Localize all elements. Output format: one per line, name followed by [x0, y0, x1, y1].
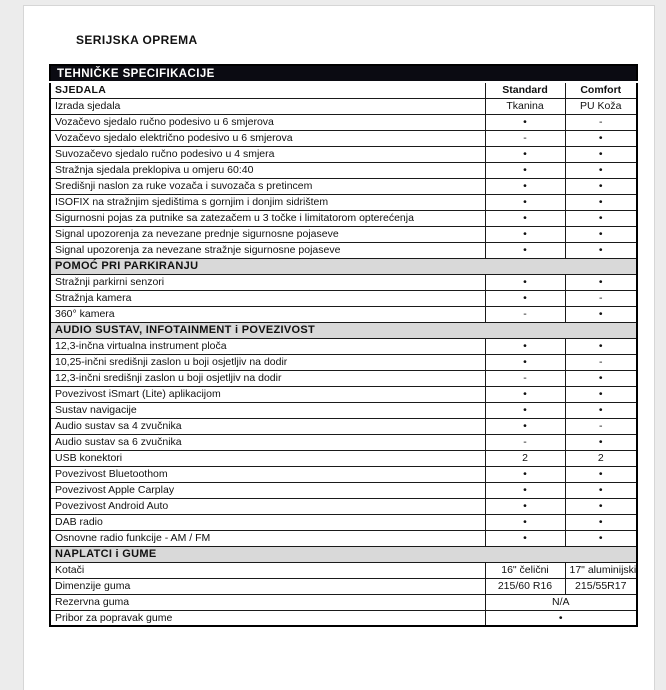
spec-value-standard: - [485, 130, 565, 146]
spec-value-standard: • [485, 114, 565, 130]
table-header-label: TEHNIČKE SPECIFIKACIJE [50, 65, 637, 82]
spec-value-comfort: • [565, 514, 637, 530]
spec-row [50, 610, 637, 626]
spec-label: Sigurnosni pojas za putnike sa zatezačem u 3 točke i limitatorom opterećenja [50, 210, 485, 226]
spec-value-comfort: • [565, 178, 637, 194]
spec-value-standard: • [485, 354, 565, 370]
spec-value-standard: • [485, 290, 565, 306]
spec-value-standard: - [485, 370, 565, 386]
spec-value-comfort: • [565, 434, 637, 450]
spec-label: Kotači [50, 562, 485, 578]
spec-value-standard: • [485, 162, 565, 178]
spec-value-comfort: 2 [565, 450, 637, 466]
spec-value-standard: • [485, 530, 565, 546]
spec-row [50, 530, 637, 546]
section-header-row [50, 322, 637, 338]
spec-value-comfort: - [565, 354, 637, 370]
spec-row [50, 114, 637, 130]
spec-label: Središnji naslon za ruke vozača i suvozača s pretincem [50, 178, 485, 194]
spec-value-standard: 16" čelični [485, 562, 565, 578]
spec-row [50, 514, 637, 530]
spec-row [50, 466, 637, 482]
spec-value-comfort: • [565, 306, 637, 322]
spec-label: Stražnja kamera [50, 290, 485, 306]
spec-row [50, 450, 637, 466]
spec-label: Povezivost Android Auto [50, 498, 485, 514]
spec-value-comfort: - [565, 418, 637, 434]
spec-row [50, 594, 637, 610]
spec-label: Povezivost iSmart (Lite) aplikacijom [50, 386, 485, 402]
spec-value-standard: Tkanina [485, 98, 565, 114]
spec-label: Pribor za popravak gume [50, 610, 485, 626]
spec-value-comfort: • [565, 402, 637, 418]
spec-label: Povezivost Bluetoothom [50, 466, 485, 482]
spec-row [50, 498, 637, 514]
section-title: NAPLATCI i GUME [50, 546, 637, 562]
spec-row [50, 370, 637, 386]
spec-value-standard: • [485, 274, 565, 290]
spec-row [50, 226, 637, 242]
spec-row [50, 290, 637, 306]
spec-value-comfort: • [565, 162, 637, 178]
section-header-row [50, 82, 637, 98]
spec-value-standard: • [485, 482, 565, 498]
spec-value-comfort: • [565, 146, 637, 162]
spec-row [50, 146, 637, 162]
spec-value-comfort: • [565, 482, 637, 498]
spec-value-standard: - [485, 306, 565, 322]
spec-label: Audio sustav sa 4 zvučnika [50, 418, 485, 434]
spec-label: 12,3-inčni središnji zaslon u boji osjetljiv na dodir [50, 370, 485, 386]
spec-label: Sustav navigacije [50, 402, 485, 418]
spec-row [50, 210, 637, 226]
spec-row [50, 402, 637, 418]
column-header-comfort: Comfort [565, 82, 637, 98]
document-page [23, 5, 655, 690]
spec-label: Rezervna guma [50, 594, 485, 610]
column-header-standard: Standard [485, 82, 565, 98]
spec-table [49, 64, 638, 627]
spec-row [50, 162, 637, 178]
spec-row [50, 418, 637, 434]
spec-row [50, 274, 637, 290]
spec-row [50, 194, 637, 210]
spec-value-comfort: • [565, 370, 637, 386]
spec-label: USB konektori [50, 450, 485, 466]
spec-row [50, 242, 637, 258]
spec-label: Izrada sjedala [50, 98, 485, 114]
spec-label: DAB radio [50, 514, 485, 530]
spec-row [50, 578, 637, 594]
spec-label: Signal upozorenja za nevezane prednje sigurnosne pojaseve [50, 226, 485, 242]
spec-value-merged: • [485, 610, 637, 626]
section-title: AUDIO SUSTAV, INFOTAINMENT i POVEZIVOST [50, 322, 637, 338]
spec-value-standard: • [485, 242, 565, 258]
spec-label: ISOFIX na stražnjim sjedištima s gornjim i donjim sidrištem [50, 194, 485, 210]
spec-row [50, 562, 637, 578]
section-header-row [50, 258, 637, 274]
page-title: SERIJSKA OPREMA [76, 33, 198, 47]
spec-value-standard: 215/60 R16 [485, 578, 565, 594]
spec-label: Stražnji parkirni senzori [50, 274, 485, 290]
spec-row [50, 130, 637, 146]
spec-label: Osnovne radio funkcije - AM / FM [50, 530, 485, 546]
spec-row [50, 386, 637, 402]
spec-value-standard: 2 [485, 450, 565, 466]
section-title: SJEDALA [50, 82, 485, 98]
spec-label: Vozačevo sjedalo električno podesivo u 6 smjerova [50, 130, 485, 146]
spec-value-standard: • [485, 178, 565, 194]
spec-value-comfort: - [565, 290, 637, 306]
spec-value-standard: • [485, 146, 565, 162]
spec-value-comfort: • [565, 498, 637, 514]
spec-value-standard: - [485, 434, 565, 450]
spec-value-comfort: • [565, 130, 637, 146]
spec-row [50, 482, 637, 498]
spec-label: Vozačevo sjedalo ručno podesivo u 6 smjerova [50, 114, 485, 130]
spec-value-standard: • [485, 514, 565, 530]
spec-value-comfort: • [565, 466, 637, 482]
spec-value-comfort: • [565, 386, 637, 402]
spec-row [50, 98, 637, 114]
spec-value-standard: • [485, 386, 565, 402]
spec-label: Stražnja sjedala preklopiva u omjeru 60:40 [50, 162, 485, 178]
spec-label: Signal upozorenja za nevezane stražnje sigurnosne pojaseve [50, 242, 485, 258]
spec-label: 10,25-inčni središnji zaslon u boji osjetljiv na dodir [50, 354, 485, 370]
spec-value-comfort: • [565, 530, 637, 546]
spec-value-standard: • [485, 194, 565, 210]
spec-table-body [50, 65, 637, 626]
spec-row [50, 434, 637, 450]
section-title: POMOĆ PRI PARKIRANJU [50, 258, 637, 274]
spec-value-comfort: • [565, 242, 637, 258]
spec-row [50, 354, 637, 370]
spec-value-standard: • [485, 338, 565, 354]
spec-value-comfort: - [565, 114, 637, 130]
spec-label: Dimenzije guma [50, 578, 485, 594]
spec-value-comfort: • [565, 274, 637, 290]
table-header-bar [50, 65, 637, 82]
spec-label: Audio sustav sa 6 zvučnika [50, 434, 485, 450]
spec-value-comfort: • [565, 338, 637, 354]
spec-value-comfort: • [565, 194, 637, 210]
spec-value-comfort: • [565, 226, 637, 242]
spec-value-standard: • [485, 418, 565, 434]
spec-value-standard: • [485, 210, 565, 226]
spec-value-merged: N/A [485, 594, 637, 610]
spec-value-comfort: • [565, 210, 637, 226]
spec-value-standard: • [485, 402, 565, 418]
spec-value-standard: • [485, 466, 565, 482]
spec-value-comfort: 215/55R17 [565, 578, 637, 594]
section-header-row [50, 546, 637, 562]
spec-row [50, 338, 637, 354]
spec-value-comfort: 17" aluminijski [565, 562, 637, 578]
spec-value-standard: • [485, 226, 565, 242]
spec-value-standard: • [485, 498, 565, 514]
spec-label: 12,3-inčna virtualna instrument ploča [50, 338, 485, 354]
spec-label: 360° kamera [50, 306, 485, 322]
spec-label: Povezivost Apple Carplay [50, 482, 485, 498]
spec-row [50, 306, 637, 322]
spec-label: Suvozačevo sjedalo ručno podesivo u 4 smjera [50, 146, 485, 162]
spec-row [50, 178, 637, 194]
spec-value-comfort: PU Koža [565, 98, 637, 114]
